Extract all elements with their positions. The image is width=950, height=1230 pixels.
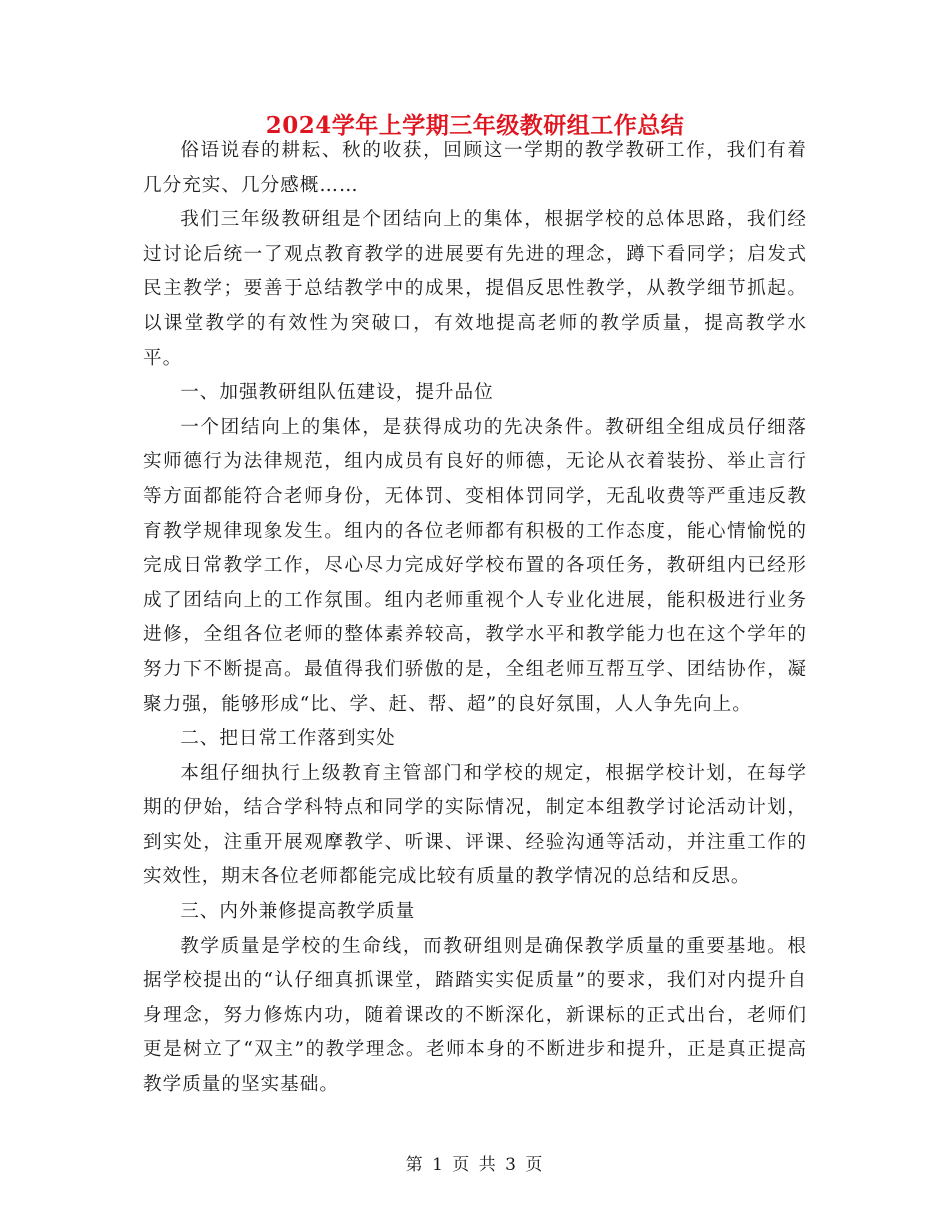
page-number-footer: 第 1 页 共 3 页 — [405, 1155, 545, 1175]
section-heading-1: 一、加强教研组队伍建设，提升品位 — [180, 382, 494, 404]
document-title: 2024学年上学期三年级教研组工作总结 — [265, 112, 685, 139]
paragraph-overview: 我们三年级教研组是个团结向上的集体，根据学校的总体思路，我们经过讨论后统一了观点教育教学的进展要有先进的理念，蹲下看同学；启发式民主教学；要善于总结教学中的成果，提倡反思性教学，从教学细节抓起。以课堂教学的有效性为突破口，有效地提高老师的教学质量，提高教学水平。 — [143, 209, 807, 369]
paragraph-section-1: 一个团结向上的集体，是获得成功的先决条件。教研组全组成员仔细落实师德行为法律规范，组内成员有良好的师德，无论从衣着装扮、举止言行等方面都能符合老师身份，无体罚、变相体罚同学，无乱收费等严重违反教育教学规律现象发生。组内的各位老师都有积极的工作态度，能心情愉悦的完成日常教学工作，尽心尽力完成好学校布置的各项任务，教研组内已经形成了团结向上的工作氛围。组内老师重视个人专业化进展，能积极进行业务进修，全组各位老师的整体素养较高，教学水平和教学能力也在这个学年的努力下不断提高。最值得我们骄傲的是，全组老师互帮互学、团结协作，凝聚力强，能够形成“比、学、赶、帮、超”的良好氛围，人人争先向上。 — [143, 416, 807, 715]
section-heading-2: 二、把日常工作落到实处 — [180, 728, 396, 750]
paragraph-section-3: 教学质量是学校的生命线，而教研组则是确保教学质量的重要基地。根据学校提出的“认仔细真抓课堂，踏踏实实促质量”的要求，我们对内提升自身理念，努力修炼内功，随着课改的不断深化，新课标的正式出台，老师们更是树立了“双主”的教学理念。老师本身的不断进步和提升，正是真正提高教学质量的坚实基础。 — [143, 935, 807, 1096]
paragraph-intro: 俗语说春的耕耘、秋的收获，回顾这一学期的教学教研工作，我们有着几分充实、几分感概…… — [143, 140, 807, 196]
paragraph-section-2: 本组仔细执行上级教育主管部门和学校的规定，根据学校计划，在每学期的伊始，结合学科特点和同学的实际情况，制定本组教学讨论活动计划，到实处，注重开展观摩教学、听课、评课、经验沟通等活动，并注重工作的实效性，期末各位老师都能完成比较有质量的教学情况的总结和反思。 — [143, 762, 807, 888]
section-heading-3: 三、内外兼修提高教学质量 — [180, 901, 416, 923]
document-body — [143, 134, 807, 1103]
